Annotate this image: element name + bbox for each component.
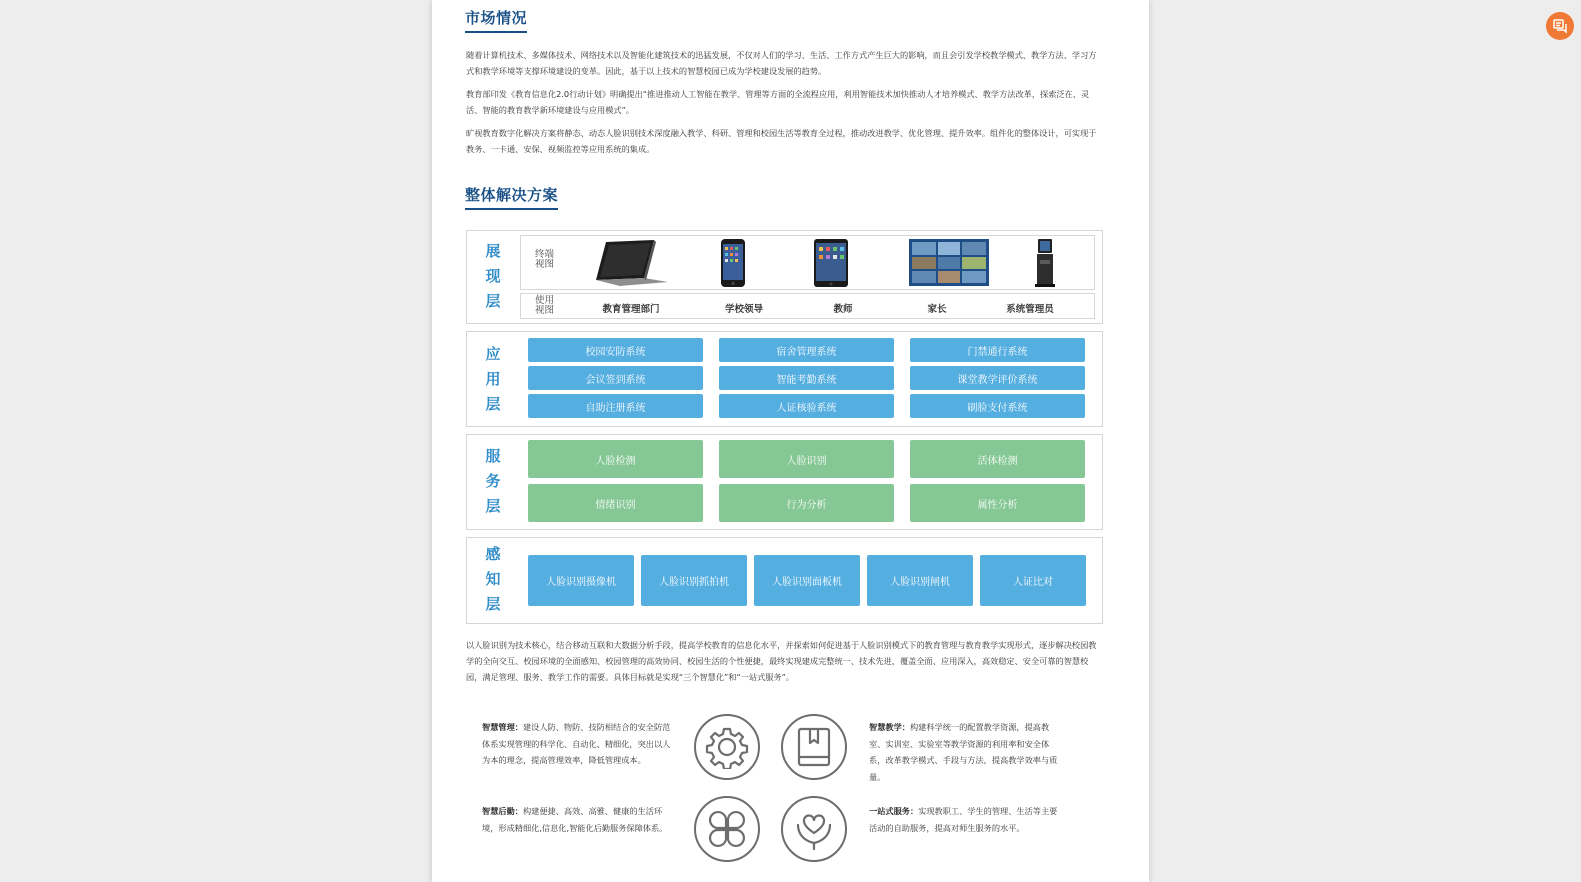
market-paragraph-3: 旷视教育数字化解决方案将静态、动态人脸识别技术深度融入教学、科研、管理和校园生活等教育全过程，推动改进教学、优化管理、提升效率。组件化的整体设计，可实现于教务、一卡通、安保、视频监控等应用系统的集成。	[466, 128, 1097, 154]
app-system-campus-security: 校园安防系统	[528, 338, 703, 362]
app-system-attendance: 智能考勤系统	[719, 366, 894, 390]
book-icon	[781, 714, 847, 780]
service-layer-title: 服 务 层	[485, 447, 501, 515]
app-system-dorm: 宿舍管理系统	[719, 338, 894, 362]
app-system-access: 门禁通行系统	[910, 338, 1085, 362]
service-attribute: 属性分析	[910, 484, 1085, 522]
service-behavior: 行为分析	[719, 484, 894, 522]
chat-icon	[1552, 18, 1568, 34]
app-system-self-register: 自助注册系统	[528, 394, 703, 418]
device-id-compare: 人证比对	[980, 555, 1086, 606]
app-system-face-pay: 刷脸支付系统	[910, 394, 1085, 418]
floating-chat-button[interactable]	[1546, 12, 1574, 40]
market-paragraph-2: 教育部印发《教育信息化2.0行动计划》明确提出“推进推动人工智能在教学、管理等方面的全流程应用，利用智能技术加快推动人才培养模式、教学方法改革，探索泛在、灵活、智能的教育教学新环境建设与应用模式”。	[466, 89, 1090, 115]
feature-smart-teaching: 智慧教学：构建科学统一的配置教学资源，提高教室、实训室、实验室等教学资源的利用率和安全体系，改革教学模式、手段与方法，提高教学效率与质量。	[869, 722, 1058, 782]
phone-image	[720, 238, 746, 288]
feature-smart-management: 智慧管理：建设人防、物防、技防相结合的安全防范体系实现管理的科学化、自动化、精细化，突出以人为本的理念，提高管理效率，降低管理成本。	[482, 722, 671, 765]
role-sysadmin: 系统管理员	[1006, 304, 1054, 315]
service-face-recognize: 人脸识别	[719, 440, 894, 478]
tablet-image	[813, 238, 849, 288]
application-layer-title: 应 用 层	[485, 345, 501, 413]
app-system-id-verify: 人证核验系统	[719, 394, 894, 418]
laptop-image	[592, 238, 670, 288]
perception-layer-title: 感 知 层	[485, 545, 501, 613]
device-face-snapshot: 人脸识别抓拍机	[641, 555, 747, 606]
usage-view-label: 使用视图	[535, 295, 555, 316]
device-face-panel: 人脸识别面板机	[754, 555, 860, 606]
heart-hand-icon	[781, 796, 847, 862]
clover-icon	[694, 796, 760, 862]
terminal-view-label: 终端视图	[535, 249, 555, 270]
role-parent: 家长	[927, 304, 947, 315]
solution-heading: 整体解决方案	[465, 184, 558, 210]
market-paragraph-1: 随着计算机技术、多媒体技术、网络技术以及智能化建筑技术的迅猛发展，不仅对人们的学习、生活、工作方式产生巨大的影响，而且会引发学校教学模式、教学方法、学习方式和教学环境等支撑环境建设的变革。因此，基于以上技术的智慧校园已成为学校建设发展的趋势。	[466, 50, 1097, 76]
service-layer	[466, 434, 1103, 530]
device-face-camera: 人脸识别摄像机	[528, 555, 634, 606]
kiosk-image	[1033, 238, 1057, 288]
app-system-class-eval: 课堂教学评价系统	[910, 366, 1085, 390]
usage-view-row	[520, 293, 1095, 319]
perception-layer	[466, 537, 1103, 624]
application-layer	[466, 331, 1103, 427]
role-school-leader: 学校领导	[724, 304, 764, 315]
device-face-gate: 人脸识别闸机	[867, 555, 973, 606]
document-page	[432, 0, 1149, 882]
presentation-layer	[466, 230, 1103, 324]
service-face-detect: 人脸检测	[528, 440, 703, 478]
role-teacher: 教师	[833, 304, 853, 315]
feature-smart-logistics: 智慧后勤：构建便捷、高效、高雅、健康的生活环境，形成精细化,信息化,智能化后勤服务保障体系。	[482, 806, 668, 833]
market-heading: 市场情况	[465, 7, 527, 33]
display-wall-image	[909, 239, 989, 286]
role-education-dept: 教育管理部门	[602, 304, 660, 315]
presentation-layer-title: 展 现 层	[485, 242, 501, 310]
solution-summary: 以人脸识别为技术核心，结合移动互联和大数据分析手段，提高学校教育的信息化水平，并探索如何促进基于人脸识别模式下的教育管理与教育教学实现形式，逐步解决校园教学的全向交互、校园环境的全面感知、校园管理的高效协同、校园生活的个性便捷，最终实现建成完整统一、技术先进，覆盖全面、应用深入，高效稳定、安全可靠的智慧校园，满足管理、服务、教学工作的需要。具体目标就是实现“三个智慧化”和“一站式服务”。	[466, 640, 1097, 682]
gear-icon	[694, 714, 760, 780]
app-system-meeting: 会议签到系统	[528, 366, 703, 390]
feature-one-stop-service: 一站式服务：实现教职工、学生的管理、生活等主要活动的自助服务，提高对师生服务的水平。	[869, 806, 1058, 833]
service-liveness: 活体检测	[910, 440, 1085, 478]
terminal-view-row	[520, 235, 1095, 290]
service-emotion: 情绪识别	[528, 484, 703, 522]
